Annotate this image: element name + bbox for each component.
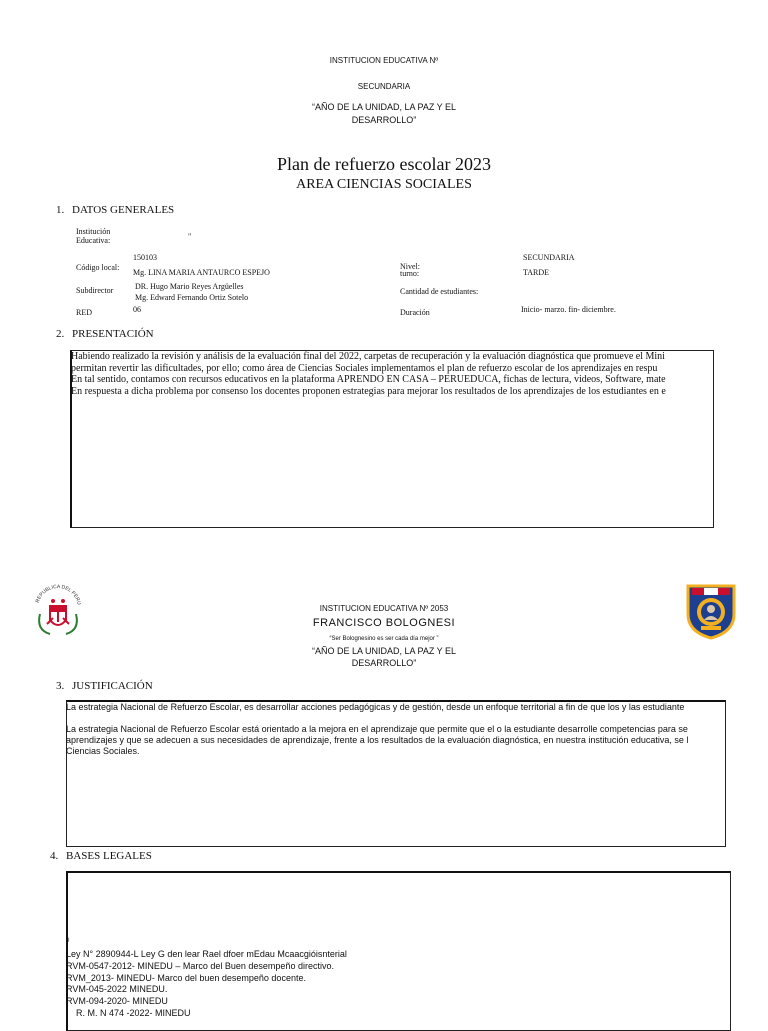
- presentacion-line: permitan revertir las dificultades, por ello; como área de Ciencias Sociales implementamos el plan de refuerzo escolar de los aprendizajes en respu: [71, 362, 658, 374]
- section-1-heading: DATOS GENERALES: [72, 204, 175, 216]
- cantidad-label: Cantidad de estudiantes:: [400, 287, 479, 296]
- red-label: RED: [76, 308, 92, 317]
- institucion-label-1: Institución: [76, 227, 111, 236]
- presentacion-line: Habiendo realizado la revisión y análisis de la evaluación final del 2022, carpetas de recuperación y la evaluación diagnóstica que promueve el Mini: [71, 351, 665, 362]
- level-header: SECUNDARIA: [357, 82, 411, 91]
- red-value: 06: [133, 305, 141, 314]
- justificacion-line: Ciencias Sociales.: [66, 746, 140, 756]
- codigo-label: Código local:: [76, 263, 120, 272]
- institucion-label-2: Educativa:: [76, 236, 111, 245]
- justificacion-line: aprendizajes y que se adecuen a sus necesidades de aprendizaje, frente a los resultados de la evaluación diagnóstica, en nuestra institución educativa, se l: [66, 735, 689, 745]
- section-4-heading: BASES LEGALES: [66, 850, 152, 862]
- duracion-label: Duración: [400, 308, 430, 317]
- subdirector-value-2: Mg. Edward Fernando Ortiz Sotelo: [135, 293, 249, 302]
- section-1-number: 1.: [56, 204, 65, 216]
- director-value: Mg. LINA MARIA ANTAURCO ESPEJO: [133, 268, 270, 277]
- justificacion-line: La estrategia Nacional de Refuerzo Escolar está orientado a la mejora en el aprendizaje que permite que el o la estudiante desarrolle competencias para se: [66, 724, 688, 734]
- bases-legales-item: Ley N° 2890944-L Ley G den lear Rael dfoer mEdau Mcaacgióisnterial: [66, 949, 347, 959]
- bases-legales-item: R. M. N 474 -2022- MINEDU: [66, 1007, 191, 1018]
- presentacion-line: En respuesta a dicha problema por consenso los docentes proponen estrategias para mejorar los resultados de los aprendizajes de los estudiantes en e: [71, 385, 666, 397]
- bases-legales-item: RVM-045-2022 MINEDU.: [66, 984, 168, 995]
- justificacion-line: La estrategia Nacional de Refuerzo Escolar, es desarrollar acciones pedagógicas y de gestión, desde un enfoque territorial a fin de que los y las estudiante: [66, 702, 685, 712]
- motto-line-1-p2: “AÑO DE LA UNIDAD, LA PAZ Y EL: [311, 646, 457, 656]
- subdirector-label: Subdirector: [76, 286, 114, 295]
- institution-header: INSTITUCION EDUCATIVA Nº: [329, 56, 439, 65]
- presentacion-text: [71, 351, 768, 397]
- section-3-heading: JUSTIFICACIÓN: [72, 680, 153, 692]
- turno-label: turno:: [400, 269, 420, 278]
- bases-legales-item: RVM-094-2020- MINEDU: [66, 996, 168, 1007]
- institucion-value: ": [188, 232, 192, 241]
- nivel-value: SECUNDARIA: [523, 253, 575, 262]
- subdirector-value-1: DR. Hugo Mario Reyes Argüelles: [135, 282, 244, 291]
- bases-legales-item: RVM-0547-2012- MINEDU – Marco del Buen desempeño directivo.: [66, 960, 334, 971]
- duracion-value: Inicio- marzo. fin- diciembre.: [521, 305, 616, 314]
- presentacion-line: En tal sentido, contamos con recursos educativos en la plataforma APRENDO EN CASA – PERUEDUCA, fichas de lectura, videos, Software, mate: [71, 374, 666, 385]
- section-2-number: 2.: [56, 328, 65, 340]
- document-subtitle: AREA CIENCIAS SOCIALES: [296, 177, 472, 192]
- left-seal-text: REPUBLICA DEL PERU: [34, 584, 82, 606]
- svg-text:REPUBLICA DEL PERU: [35, 584, 82, 606]
- motto-line-1: “AÑO DE LA UNIDAD, LA PAZ Y EL: [311, 102, 457, 112]
- school-name: FRANCISCO BOLOGNESI: [312, 617, 456, 629]
- bases-legales-item: RVM_2013- MINEDU- Marco del buen desempeño docente.: [66, 972, 306, 983]
- section-3-number: 3.: [56, 680, 65, 692]
- motto-line-2: DESARROLLO”: [351, 115, 417, 125]
- bases-legales-list: [66, 949, 347, 1020]
- nivel-label: Nivel:: [400, 262, 420, 271]
- turno-value: TARDE: [523, 268, 550, 277]
- codigo-value: 150103: [133, 253, 157, 262]
- motto-line-2-p2: DESARROLLO”: [351, 658, 417, 668]
- section-4-number: 4.: [50, 850, 59, 862]
- bases-legales-marker: 0: [66, 938, 70, 944]
- justificacion-text: [66, 702, 768, 757]
- document-title: Plan de refuerzo escolar 2023: [277, 154, 491, 174]
- school-tagline: “Ser Bolognesino es ser cada día mejor ”: [329, 636, 439, 642]
- institution-header-2: INSTITUCION EDUCATIVA Nº 2053: [319, 604, 449, 613]
- section-2-heading: PRESENTACIÓN: [72, 328, 154, 340]
